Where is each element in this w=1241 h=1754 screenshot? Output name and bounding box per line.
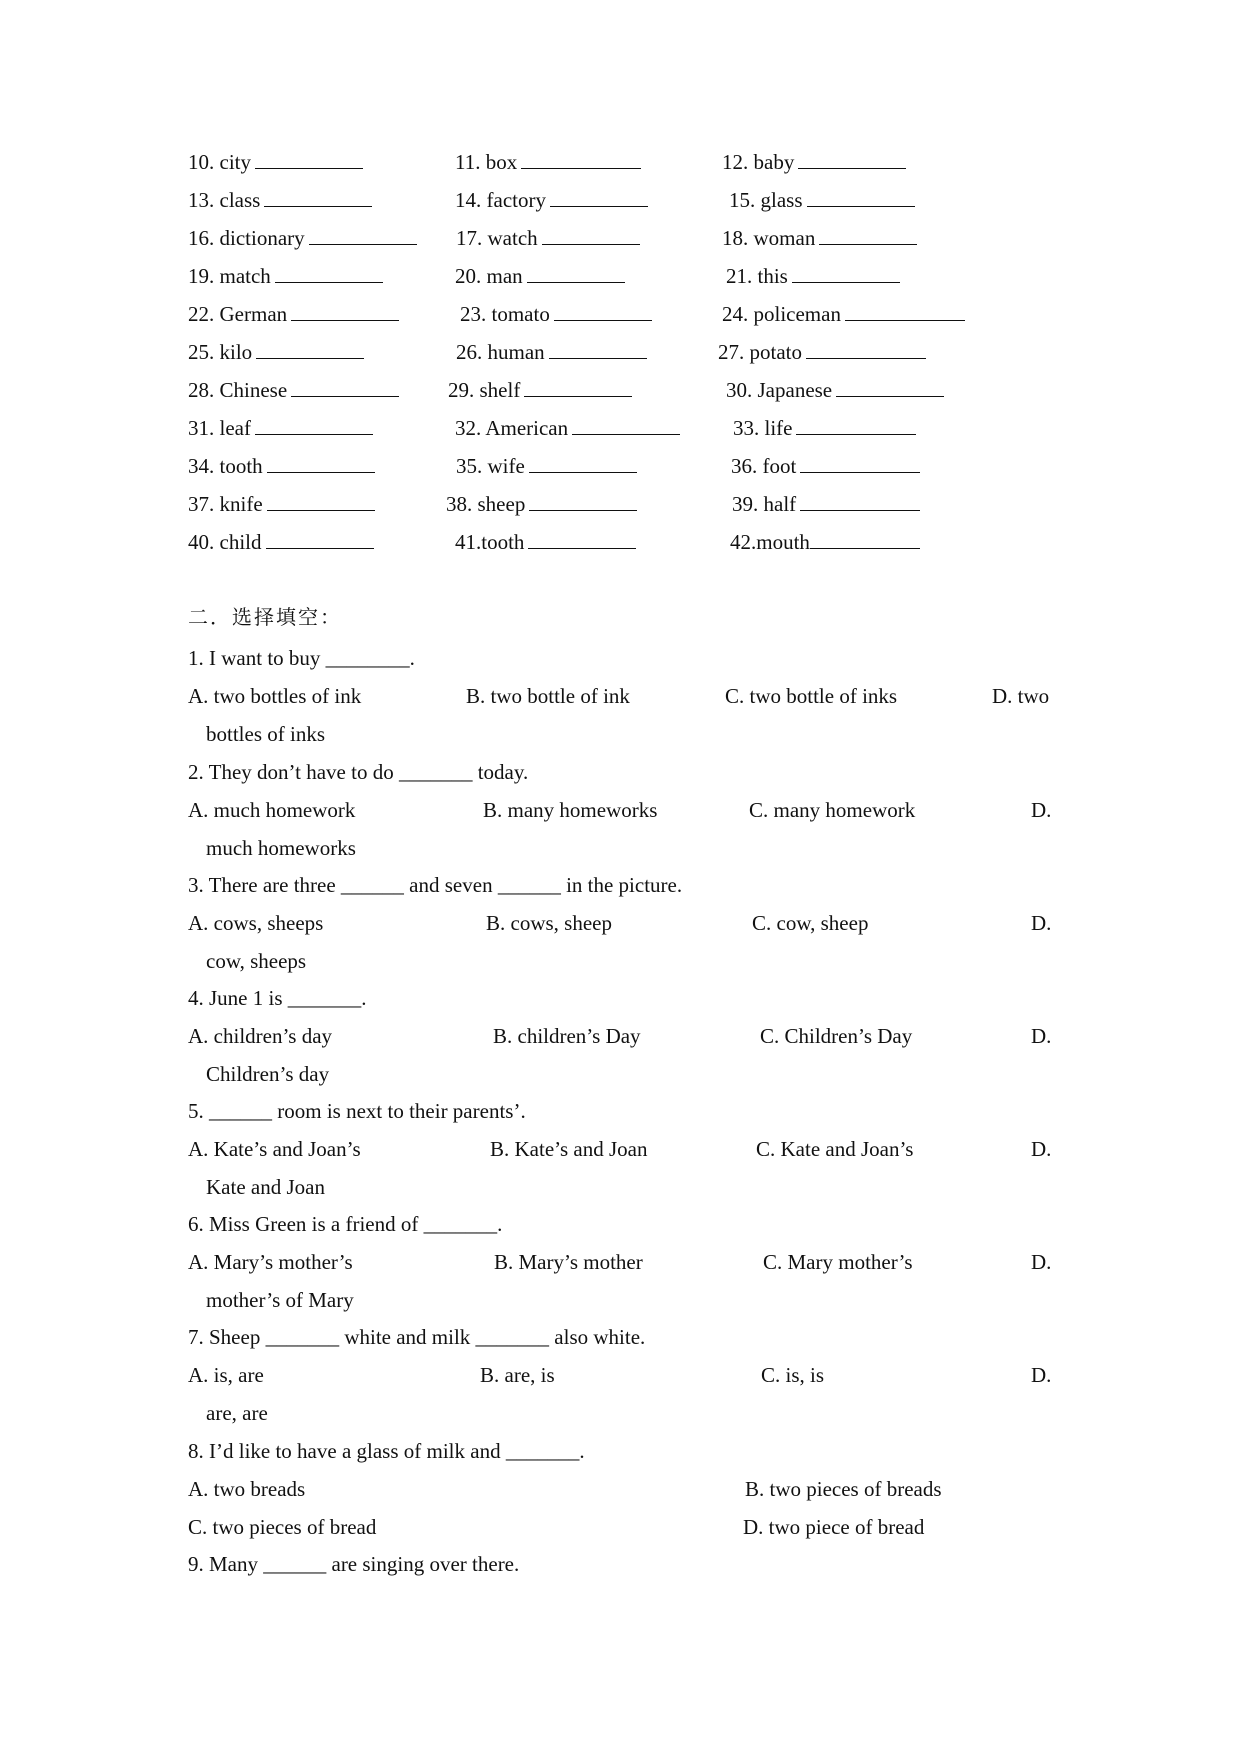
- option-b: B. Mary’s mother: [494, 1250, 643, 1274]
- question-stem: 1. I want to buy ________.: [188, 646, 415, 670]
- vocab-item: 34. tooth: [188, 452, 375, 480]
- vocab-item: 28. Chinese: [188, 376, 399, 404]
- option-b: B. are, is: [480, 1363, 555, 1387]
- question-stem: 4. June 1 is _______.: [188, 986, 367, 1010]
- vocab-item: 11. box: [455, 148, 641, 176]
- section-heading: 二．选择填空：: [188, 605, 342, 629]
- vocab-item: 38. sheep: [446, 490, 637, 518]
- option-d: D.: [1031, 911, 1052, 935]
- vocab-item: 29. shelf: [448, 376, 632, 404]
- vocab-item: 35. wife: [456, 452, 637, 480]
- option-c: C. two bottle of inks: [725, 684, 898, 708]
- option-d-continued: Kate and Joan: [206, 1175, 325, 1199]
- vocab-item: 27. potato: [718, 338, 926, 366]
- option-d: D.: [1031, 1363, 1052, 1387]
- option-d: D.: [1031, 1024, 1052, 1048]
- option-d: D.: [1031, 1250, 1052, 1274]
- vocab-item: 14. factory: [455, 186, 648, 214]
- option-b: B. many homeworks: [483, 798, 658, 822]
- option-b: B. two pieces of breads: [745, 1477, 942, 1501]
- option-c: C. Mary mother’s: [763, 1250, 913, 1274]
- question-stem: 9. Many ______ are singing over there.: [188, 1552, 520, 1576]
- option-d-continued: bottles of inks: [206, 722, 325, 746]
- option-a: A. Mary’s mother’s: [188, 1250, 353, 1274]
- question-stem: 5. ______ room is next to their parents’.: [188, 1099, 526, 1123]
- question-stem: 7. Sheep _______ white and milk _______ also white.: [188, 1325, 646, 1349]
- question-stem: 2. They don’t have to do _______ today.: [188, 760, 529, 784]
- vocab-item: 18. woman: [722, 224, 917, 252]
- option-d: D. two: [992, 684, 1050, 708]
- option-d-continued: much homeworks: [206, 836, 356, 860]
- option-a: A. two bottles of ink: [188, 684, 362, 708]
- option-a: A. is, are: [188, 1363, 264, 1387]
- option-d-continued: are, are: [206, 1401, 268, 1425]
- vocab-item: 19. match: [188, 262, 383, 290]
- vocab-item: 41.tooth: [455, 528, 636, 556]
- vocab-item: 37. knife: [188, 490, 375, 518]
- option-d: D. two piece of bread: [743, 1515, 925, 1539]
- vocab-item: 17. watch: [456, 224, 640, 252]
- vocab-item: 42.mouth: [730, 528, 920, 556]
- option-d-continued: Children’s day: [206, 1062, 330, 1086]
- option-c: C. Kate and Joan’s: [756, 1137, 914, 1161]
- option-d-continued: cow, sheeps: [206, 949, 307, 973]
- vocab-item: 40. child: [188, 528, 374, 556]
- vocab-item: 16. dictionary: [188, 224, 417, 252]
- option-c: C. two pieces of bread: [188, 1515, 377, 1539]
- vocab-item: 22. German: [188, 300, 399, 328]
- option-b: B. two bottle of ink: [466, 684, 630, 708]
- vocab-item: 39. half: [732, 490, 920, 518]
- vocab-item: 33. life: [733, 414, 916, 442]
- option-a: A. two breads: [188, 1477, 306, 1501]
- vocab-item: 25. kilo: [188, 338, 364, 366]
- question-stem: 3. There are three ______ and seven ______ in the picture.: [188, 873, 683, 897]
- vocab-item: 10. city: [188, 148, 363, 176]
- option-a: A. children’s day: [188, 1024, 333, 1048]
- vocab-item: 20. man: [455, 262, 625, 290]
- vocab-item: 24. policeman: [722, 300, 965, 328]
- question-stem: 8. I’d like to have a glass of milk and _______.: [188, 1439, 585, 1463]
- option-a: A. Kate’s and Joan’s: [188, 1137, 361, 1161]
- option-b: B. cows, sheep: [486, 911, 612, 935]
- vocab-item: 12. baby: [722, 148, 906, 176]
- vocab-item: 30. Japanese: [726, 376, 944, 404]
- option-c: C. many homework: [749, 798, 916, 822]
- option-d-continued: mother’s of Mary: [206, 1288, 354, 1312]
- option-d: D.: [1031, 1137, 1052, 1161]
- option-a: A. much homework: [188, 798, 356, 822]
- vocab-item: 26. human: [456, 338, 647, 366]
- vocab-item: 31. leaf: [188, 414, 373, 442]
- question-stem: 6. Miss Green is a friend of _______.: [188, 1212, 503, 1236]
- vocab-item: 13. class: [188, 186, 372, 214]
- vocab-item: 21. this: [726, 262, 900, 290]
- option-a: A. cows, sheeps: [188, 911, 324, 935]
- vocab-item: 15. glass: [729, 186, 915, 214]
- vocab-item: 23. tomato: [460, 300, 652, 328]
- vocab-item: 32. American: [455, 414, 680, 442]
- option-c: C. cow, sheep: [752, 911, 869, 935]
- option-c: C. is, is: [761, 1363, 825, 1387]
- option-c: C. Children’s Day: [760, 1024, 913, 1048]
- vocab-item: 36. foot: [731, 452, 920, 480]
- option-d: D.: [1031, 798, 1052, 822]
- option-b: B. Kate’s and Joan: [490, 1137, 648, 1161]
- option-b: B. children’s Day: [493, 1024, 641, 1048]
